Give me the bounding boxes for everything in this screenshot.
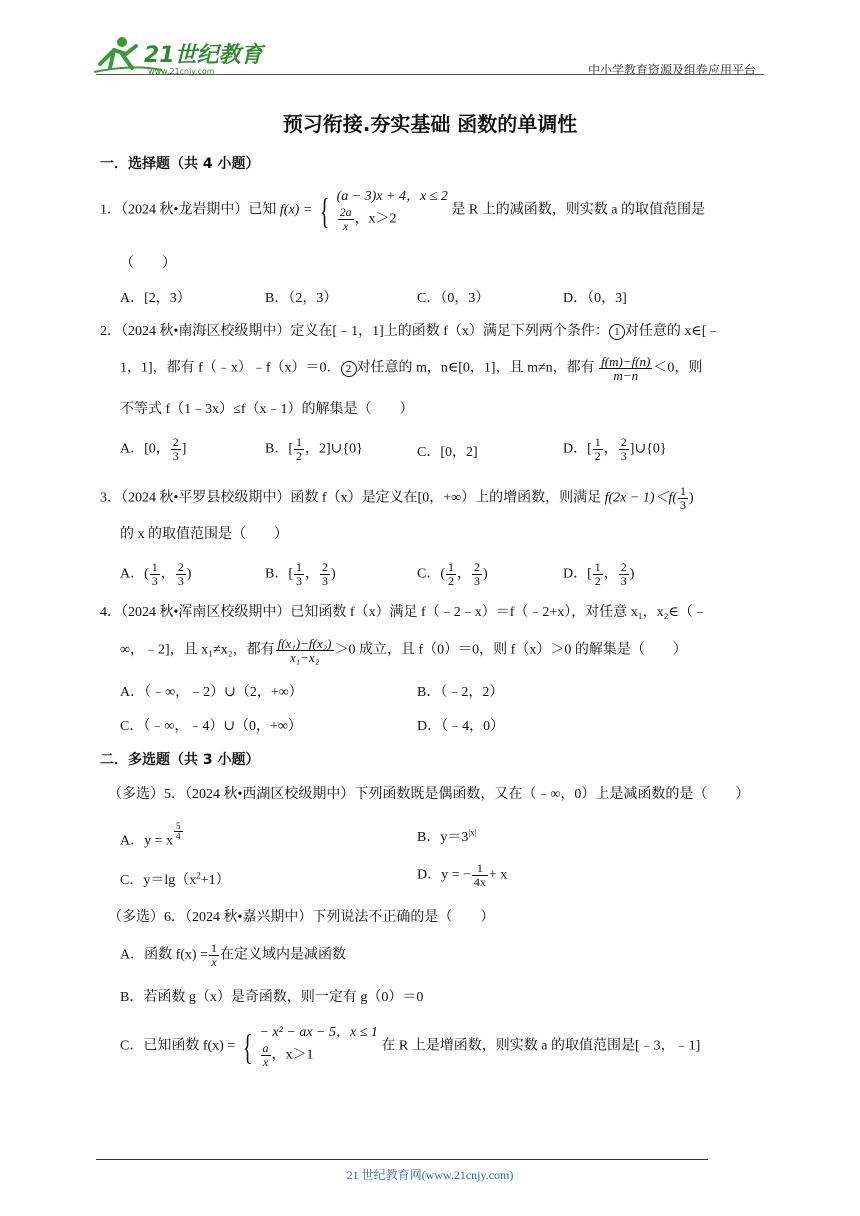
question-4-line2 <box>120 637 687 664</box>
q3-line1: 3．（2024 秋•平罗县校级期中）函数 f（x）是定义在[0，+∞）上的增函数，则满足 <box>100 490 602 506</box>
q6-opt-c-1: C．已知函数 f(x) = <box>120 1038 236 1054</box>
q3-opt-c-end: ) <box>483 566 488 582</box>
q1-case2-num: 2a <box>339 205 352 219</box>
q3-opt-b-d2: 3 <box>322 574 328 588</box>
q3-ineq-end: ) <box>689 490 694 506</box>
q3-opt-c-label: C．( <box>417 566 445 582</box>
header-divider <box>96 74 764 75</box>
q2-line2b: 对任意的 m，n∈[0，1]，且 m≠n，都有 <box>356 360 595 376</box>
question-5: （多选）5．（2024 秋•西湖区校级期中）下列函数既是偶函数，又在（﹣∞，0）上是减函数的是（ ） <box>108 787 750 802</box>
q5-opt-a-exp-num: 5 <box>176 821 181 831</box>
q2-opt-d-num1: 1 <box>594 435 601 449</box>
question-2-line3: 不等式 f（1﹣3x）≤f（x﹣1）的解集是（ ） <box>120 402 414 417</box>
q6-case2-num: a <box>262 1041 269 1055</box>
q1-answer-paren: （ ） <box>120 256 176 271</box>
q2-frac-num: f(m)−f(n) <box>601 354 651 369</box>
question-2-line2 <box>120 355 702 382</box>
q1-option-a: A．[2，3） <box>120 291 191 306</box>
q2-opt-a-den: 3 <box>172 449 179 463</box>
q3-opt-d-d2: 3 <box>620 574 627 588</box>
q2-opt-d-num2: 2 <box>620 435 627 449</box>
q2-opt-d-den1: 2 <box>594 449 601 463</box>
q4-frac-num: f(x₁)−f(x₂) <box>277 636 332 651</box>
q3-option-c: C．( $\frac{1}{2}$ ， $\frac{2}{3}$ ) <box>417 560 488 588</box>
q1-case1: (a − 3)x + 4，x ≤ 2 <box>336 189 448 204</box>
q2-opt-b-den: 2 <box>296 449 302 463</box>
q4-option-d: D．（﹣4，0） <box>417 719 505 734</box>
q3-ineq-den: 3 <box>680 498 687 512</box>
page-title: 预习衔接.夯实基础 函数的单调性 <box>282 112 578 136</box>
q2-opt-b-label: B．[ <box>265 441 293 457</box>
q5-opt-a: A．y = x <box>120 833 174 849</box>
q3-opt-d-label: D．[ <box>563 566 592 582</box>
q5-opt-d-num: 1 <box>472 862 488 876</box>
q4-line2a: ∞，﹣2]，且 x₁≠x₂，都有 <box>120 642 275 658</box>
q1-suffix: 是 R 上的减函数，则实数 a 的取值范围是 <box>451 202 705 218</box>
question-6: （多选）6．（2024 秋•嘉兴期中）下列说法不正确的是（ ） <box>108 910 495 925</box>
q5-option-c: C．$y=\lg(x^2+1)$ <box>120 870 230 888</box>
q4-option-a: A．（﹣∞，﹣2）∪（2，+∞） <box>120 685 303 700</box>
q3-opt-b-n2: 2 <box>322 560 328 574</box>
q3-opt-d-end: ) <box>629 566 635 582</box>
q6-opt-a-num: 1 <box>211 941 217 955</box>
q3-opt-b-n1: 1 <box>296 560 302 574</box>
q6-case1: − x² − ax − 5，x ≤ 1 <box>259 1025 378 1040</box>
q1-case2-cond: ，x＞2 <box>354 211 397 227</box>
footer-divider <box>96 1159 708 1160</box>
q3-opt-d-n2: 2 <box>620 560 627 574</box>
q5-opt-c: C．y＝lg（x <box>120 873 197 888</box>
q2-circled-1: 1 <box>609 324 625 340</box>
q3-opt-a-end: ) <box>186 566 192 582</box>
footer-link[interactable]: 21 世纪教育网(www.21cnjy.com) <box>346 1168 514 1182</box>
q3-option-b: B．[ $\frac{1}{3}$ ， $\frac{2}{3}$ ) <box>265 560 336 588</box>
site-logo <box>92 34 272 78</box>
q2-option-b <box>265 436 363 463</box>
q3-opt-d-n1: 1 <box>594 560 601 574</box>
q2-frac-den: m−n <box>613 368 639 383</box>
q2-opt-b-end: ，2]∪{0} <box>305 441 363 457</box>
q3-opt-c-n2: 2 <box>474 560 480 574</box>
q2-opt-b-num: 1 <box>296 435 302 449</box>
q3-opt-a-d2: 3 <box>177 574 184 588</box>
question-3-line1 <box>100 485 694 512</box>
q6-case2-cond: ，x＞1 <box>271 1047 314 1063</box>
q3-opt-b-d1: 3 <box>296 574 302 588</box>
q5-option-a <box>120 822 184 850</box>
q3-opt-b-label: B．[ <box>265 566 293 582</box>
q2-opt-d-label: D．[ <box>563 441 592 457</box>
section-heading-single-choice: 一．选择题（共 4 小题） <box>100 156 260 172</box>
q6-option-c: C．已知函数 f(x) = { − x² − ax − 5，x ≤ 1 $\frac{a}{x}$ ，x＞1 在 R 上是增函数，则实数 a 的取值范围是[﹣3，﹣1] <box>120 1025 701 1069</box>
logo-url: www.21cnjy.com <box>148 67 215 76</box>
question-3-line2: 的 x 的取值范围是（ ） <box>120 527 288 542</box>
q3-opt-a-n2: 2 <box>177 560 184 574</box>
q2-line2a: 1，1]，都有 f（﹣x）﹣f（x）＝0． <box>120 360 341 376</box>
q3-opt-d-d1: 2 <box>594 574 601 588</box>
q2-line2c: ＜0，则 <box>653 360 703 376</box>
logo-text: 21世纪教育 <box>144 43 263 68</box>
q1-prefix: 1．（2024 秋•龙岩期中）已知 <box>100 202 277 218</box>
q4-option-b: B．（﹣2，2） <box>417 685 504 700</box>
question-2-line1 <box>100 320 720 340</box>
q3-ineq-num: 1 <box>680 484 687 498</box>
q4-line2b: ＞0 成立，且 f（0）＝0，则 f（x）＞0 的解集是（ ） <box>334 642 687 658</box>
header-platform-text: 中小学教育资源及组卷应用平台 <box>587 63 756 77</box>
q6-opt-a-2: 在定义域内是减函数 <box>220 947 346 963</box>
q1-piecewise <box>337 188 448 233</box>
q3-opt-c-d2: 3 <box>474 574 480 588</box>
q3-opt-b-end: ) <box>331 566 336 582</box>
q5-opt-d: D．y = − <box>417 867 471 883</box>
q2-circled-2: 2 <box>341 361 357 377</box>
q2-opt-a-label: A．[0， <box>120 441 170 457</box>
section-heading-multi-choice: 二．多选题（共 3 小题） <box>100 752 260 768</box>
q3-option-a: A．( $\frac{1}{3}$ ， $\frac{2}{3}$ ) <box>120 560 192 588</box>
q1-option-d: D．（0，3] <box>563 291 627 306</box>
q2-line1b: 对任意的 x∈[﹣ <box>624 324 721 339</box>
q4-option-c: C．（﹣∞，﹣4）∪（0，+∞） <box>120 719 302 734</box>
q5-opt-b: B．y＝3 <box>417 830 469 845</box>
q6-opt-a-den: x <box>211 955 217 969</box>
q6-piecewise <box>260 1024 378 1069</box>
q3-option-d: D．[ $\frac{1}{2}$ ， $\frac{2}{3}$ ) <box>563 560 635 588</box>
q2-option-d: D．[ $\frac{1}{2}$ ， $\frac{2}{3}$ ]∪{0} <box>563 435 667 463</box>
q3-opt-a-n1: 1 <box>151 560 158 574</box>
q5-opt-c-end: +1） <box>200 873 230 888</box>
q5-option-d <box>417 862 507 889</box>
q4-frac-den: x₁−x₂ <box>289 650 320 665</box>
q2-option-a <box>120 436 186 463</box>
q2-opt-a-num: 2 <box>172 435 179 449</box>
q2-opt-d-end: ]∪{0} <box>629 441 667 457</box>
q6-option-b: B．若函数 g（x）是奇函数，则一定有 g（0）＝0 <box>120 990 424 1005</box>
q6-case2-den: x <box>262 1055 269 1069</box>
q2-option-c: C．[0，2] <box>417 445 478 460</box>
q3-opt-a-label: A．( <box>120 566 149 582</box>
q2-line1: 2．（2024 秋•南海区校级期中）定义在[﹣1，1]上的函数 f（x）满足下列两个条件： <box>100 324 609 339</box>
q5-opt-b-exp: |x| <box>468 827 477 838</box>
question-4-line1: 4．（2024 秋•浑南区校级期中）已知函数 f（x）满足 f（﹣2﹣x）＝f（﹣2+x），对任意 x₁，x₂∈（﹣ <box>100 605 707 620</box>
q3-opt-c-n1: 1 <box>448 560 454 574</box>
q1-option-b: B．（2，3） <box>265 291 338 306</box>
q6-option-a <box>120 942 346 969</box>
q1-option-c: C．（0，3） <box>417 291 490 306</box>
q2-opt-d-den2: 3 <box>620 449 627 463</box>
q5-opt-d-end: + x <box>488 867 508 883</box>
q1-case2-den: x <box>342 219 349 233</box>
q3-opt-a-d1: 3 <box>151 574 158 588</box>
q5-opt-a-exp-den: 4 <box>176 831 181 841</box>
q3-opt-c-d1: 2 <box>448 574 454 588</box>
q2-opt-a-end: ] <box>181 441 187 457</box>
question-1: 1．（2024 秋•龙岩期中）已知 f(x) = { (a − 3)x + 4，x ≤ 2 $\frac{2a}{x}$ ，x＞2 是 R 上的减函数，则实数 a 的取值范围是 <box>100 189 705 233</box>
q6-opt-c-2: 在 R 上是增函数，则实数 a 的取值范围是[﹣3，﹣1] <box>381 1038 701 1054</box>
q6-opt-a-1: A．函数 f(x) = <box>120 947 208 963</box>
q5-option-b <box>417 826 476 846</box>
q5-opt-d-den: 4x <box>473 875 486 889</box>
q3-inequality: f(2x − 1)＜f( <box>604 490 678 506</box>
